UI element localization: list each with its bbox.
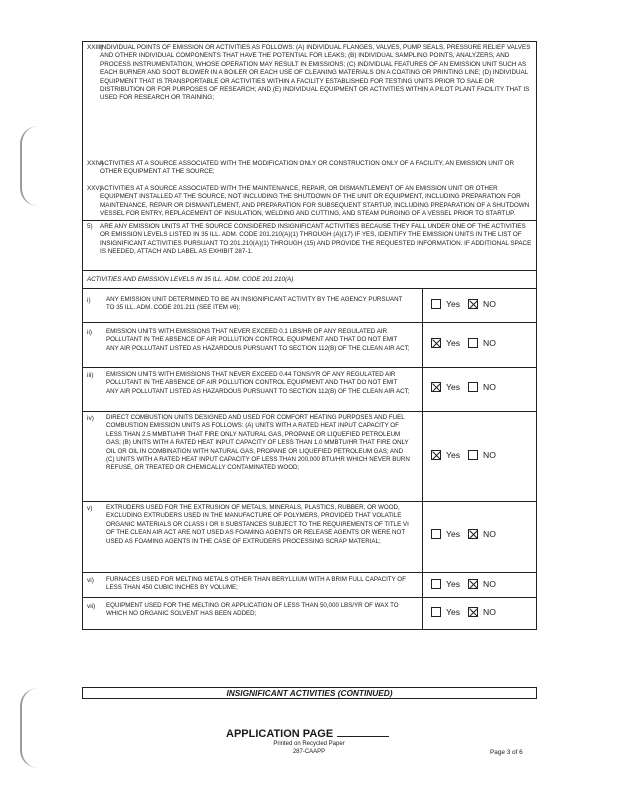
item-xxv [83,185,536,219]
no-checkbox[interactable] [468,299,478,309]
section-continued-title: INSIGNIFICANT ACTIVITIES (CONTINUED) [226,688,393,698]
no-label: NO [483,338,496,348]
no-label: NO [483,529,496,539]
no-checkbox[interactable] [468,607,478,617]
yes-label: Yes [446,607,461,617]
yes-checkbox[interactable] [431,338,441,348]
item-xxiii [83,44,536,103]
answer-divider [422,367,423,411]
form-code: 287-CAAPP [292,749,326,755]
question-number: vii) [87,603,96,610]
answer-divider [422,572,423,597]
answer-group [431,299,504,309]
divider [83,597,536,598]
item-xxiv [83,160,536,177]
yes-label: Yes [446,579,461,589]
divider [83,270,536,271]
section-5-question [83,223,536,257]
question-text: EMISSION UNITS WITH EMISSIONS THAT NEVER EXCEED 0.1 LBS/HR OF ANY REGULATED AIR POLLUTANT IN THE ABSENCE OF AIR POLLUTION CONTROL EQUIPMENT AND THAT DO NOT EMIT ANY AIR POLLUTANT LISTED AS HAZARDOUS PURSUANT TO SECTION 112(B) OF THE CLEAN AIR ACT; [106,328,410,352]
no-label: NO [483,382,496,392]
section-continued-bar [82,687,537,699]
answer-group [431,338,504,348]
divider [83,322,536,323]
divider [83,288,536,289]
yes-checkbox[interactable] [431,607,441,617]
activities-header: ACTIVITIES AND EMISSION LEVELS IN 35 ILL. ADM. CODE 201.210(A) [87,276,294,283]
question-text: ANY EMISSION UNIT DETERMINED TO BE AN INSIGNIFICANT ACTIVITY BY THE AGENCY PURSUANT TO 35 ILL. ADM. CODE 201.211 (SEE ITEM #6); [106,296,403,312]
question-number: vi) [87,577,94,584]
item-text: INDIVIDUAL POINTS OF EMISSION OR ACTIVITIES AS FOLLOWS: (A) INDIVIDUAL FLANGES, VALVES, PUMP SEALS, PRESSURE RELIEF VALVES AND OTHER INDIVIDUAL COMPONENTS THAT HAVE THE POTENTIAL FOR LEAKS; (B) INDIVIDUAL SAMPLING POINTS, ANALYZERS, AND PROCESS INSTRUMENTATION, WHOSE OPERATION MAY RESULT IN EMISSIONS; (C) INDIVIDUAL FEATURES OF AN EMISSION UNIT SUCH AS EACH BURNER AND SOOT BLOWER IN A BOILER OR EACH USE OF CLEANING MATERIALS ON A COATING OR PRINTING LINE; (D) INDIVIDUAL EQUIPMENT THAT IS TRANSPORTABLE OR ACTIVITIES WITHIN A FACILITY ESTABLISHED FOR TESTING UNITS PRIOR TO SALE OR DISTRIBUTION OR FOR PURPOSES OF RESEARCH; AND (E) INDIVIDUAL EQUIPMENT OR ACTIVITIES WITHIN A PILOT PLANT FACILITY THAT IS USED FOR RESEARCH OR TRAINING; [100,44,531,102]
answer-divider [422,501,423,572]
application-page-label [226,727,389,740]
question-text: EQUIPMENT USED FOR THE MELTING OR APPLICATION OF LESS THAN 50,000 LBS/YR OF WAX TO WHICH NO ORGANIC SOLVENT HAS BEEN ADDED; [106,602,399,618]
divider [83,411,536,412]
yes-label: Yes [446,529,461,539]
no-label: NO [483,450,496,460]
printed-on-recycled-paper: Printed on Recycled Paper [273,741,345,747]
item-number: XXIII) [87,44,103,51]
answer-group [431,450,504,460]
answer-divider [422,411,423,501]
item-text: ACTIVITIES AT A SOURCE ASSOCIATED WITH THE MODIFICATION ONLY OR CONSTRUCTION ONLY OF A FACILITY, AN EMISSION UNIT OR OTHER EQUIPMENT AT THE SOURCE; [100,160,515,176]
answer-divider [422,597,423,629]
yes-label: Yes [446,450,461,460]
answer-group [431,579,504,589]
item-number: XXIV) [87,160,104,167]
form-frame [82,41,537,630]
item-number: 5) [87,223,93,230]
no-checkbox[interactable] [468,382,478,392]
yes-label: Yes [446,382,461,392]
yes-checkbox[interactable] [431,382,441,392]
answer-group [431,529,504,539]
question-text: EXTRUDERS USED FOR THE EXTRUSION OF METALS, MINERALS, PLASTICS, RUBBER, OR WOOD, EXCLUDING EXTRUDERS USED IN THE MANUFACTURE OF POLYMERS, PROVIDED THAT VOLATILE ORGANIC MATERIALS OR CLASS I OR II SUBSTANCES SUBJECT TO THE REQUIREMENTS OF TITLE VI OF THE CLEAN AIR ACT ARE NOT USED AS FOAMING AGENTS OR RELEASE AGENTS OR WERE NOT USED AS FOAMING AGENTS IN THE CASE OF EXTRUDERS PROCESSING SCRAP MATERIAL; [106,504,409,545]
divider [83,367,536,368]
question-number: ii) [87,329,93,336]
yes-checkbox[interactable] [431,579,441,589]
application-page-text: APPLICATION PAGE [226,728,334,740]
no-label: NO [483,579,496,589]
answer-group [431,607,504,617]
question-number: iii) [87,372,94,379]
page-number: Page 3 of 6 [490,749,523,756]
item-text: ARE ANY EMISSION UNITS AT THE SOURCE CONSIDERED INSIGNIFICANT ACTIVITIES BECAUSE THEY FALL UNDER ONE OF THE ACTIVITIES OR EMISSION LEVELS LISTED IN 35 ILL. ADM. CODE 201.210(A)(1) THROUGH (A)(17) IF YES, IDENTIFY THE EMISSION UNITS IN THE LIST OF INSIGNIFICANT ACTIVITIES PURSUANT TO 201.210(A)(1) THROUGH (15) AND PROVIDE THE REQUESTED INFORMATION. IF ADDITIONAL SPACE IS NEEDED, ATTACH AND LABEL AS EXHIBIT 287-1. [100,223,532,256]
question-number: v) [87,505,93,512]
no-checkbox[interactable] [468,529,478,539]
item-text: ACTIVITIES AT A SOURCE ASSOCIATED WITH THE MAINTENANCE, REPAIR, OR DISMANTLEMENT OF AN EMISSION UNIT OR OTHER EQUIPMENT INSTALLED AT THE SOURCE, NOT INCLUDING THE SHUTDOWN OF THE UNIT OR EQUIPMENT, INCLUDING PREPARATION FOR MAINTENANCE, REPAIR OR DISMANTLEMENT, AND PREPARATION FOR SUBSEQUENT STARTUP, INCLUDING PREPARATION OF A SHUTDOWN VESSEL FOR ENTRY, REPLACEMENT OF INSULATION, WELDING AND CUTTING, AND STEAM PURGING OF A VESSEL PRIOR TO STARTUP. [100,185,530,218]
answer-divider [422,322,423,367]
question-text: EMISSION UNITS WITH EMISSIONS THAT NEVER EXCEED 0.44 TONS/YR OF ANY REGULATED AIR POLLUTANT IN THE ABSENCE OF AIR POLLUTION CONTROL EQUIPMENT AND THAT DO NOT EMIT ANY AIR POLLUTANT LISTED AS HAZARDOUS PURSUANT TO SECTION 112(B) OF THE CLEAN AIR ACT; [106,371,410,395]
yes-checkbox[interactable] [431,450,441,460]
no-label: NO [483,607,496,617]
binder-hole-mark [20,688,40,768]
divider [83,501,536,502]
yes-checkbox[interactable] [431,299,441,309]
question-text: FURNACES USED FOR MELTING METALS OTHER THAN BERYLLIUM WITH A BRIM FULL CAPACITY OF LESS THAN 450 CUBIC INCHES BY VOLUME; [106,576,406,592]
yes-checkbox[interactable] [431,529,441,539]
question-number: iv) [87,415,94,422]
yes-label: Yes [446,299,461,309]
application-page-blank[interactable] [337,727,389,737]
item-number: XXV) [87,185,102,192]
no-checkbox[interactable] [468,579,478,589]
question-text: DIRECT COMBUSTION UNITS DESIGNED AND USED FOR COMFORT HEATING PURPOSES AND FUEL COMBUSTION EMISSION UNITS AS FOLLOWS: (A) UNITS WITH A RATED HEAT INPUT CAPACITY OF LESS THAN 2.5 MMBTU/HR THAT FIRE ONLY NATURAL GAS, PROPANE OR LIQUEFIED PETROLEUM GAS; (B) UNITS WITH A RATED HEAT INPUT CAPACITY OF LESS THAN 1.0 MMBTU/HR THAT FIRE ONLY OIL OR OIL IN COMBINATION WITH NATURAL GAS, PROPANE OR LIQUEFIED PETROLEUM GAS; AND (C) UNITS WITH A RATED HEAT INPUT CAPACITY OF LESS THAN 200,000 BTU/HR WHICH NEVER BURN REFUSE, OR TREATED OR CHEMICALLY CONTAMINATED WOOD; [106,414,410,472]
no-checkbox[interactable] [468,450,478,460]
answer-divider [422,288,423,322]
answer-group [431,382,504,392]
divider [83,220,536,221]
yes-label: Yes [446,338,461,348]
no-label: NO [483,299,496,309]
binder-hole-mark [20,126,40,206]
question-number: i) [87,297,91,304]
no-checkbox[interactable] [468,338,478,348]
divider [83,572,536,573]
